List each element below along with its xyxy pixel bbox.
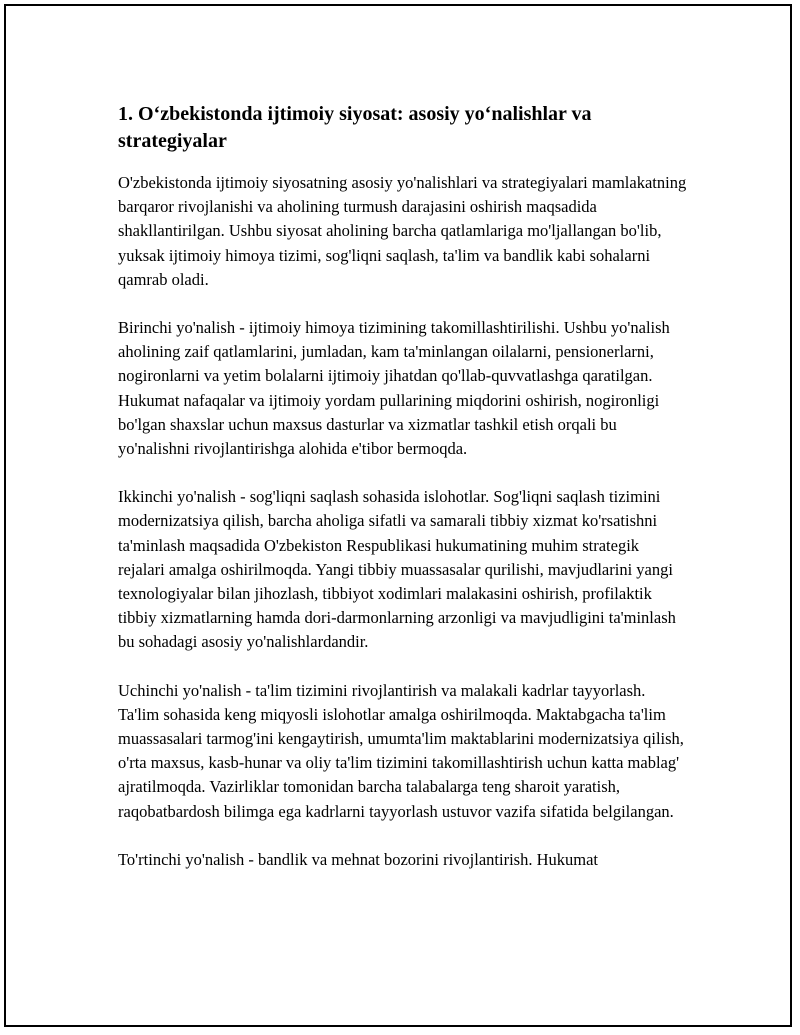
paragraph-social-protection: Birinchi yo'nalish - ijtimoiy himoya tizimining takomillashtirilishi. Ushbu yo'nalish aholining zaif qatlamlarini, jumladan, kam ta'minlangan oilalarni, pensionerlarni, nogironlarni va yetim bolalarni ijtimoiy jihatdan qo'llab-quvvatlashga qaratilgan. Hukumat nafaqalar va ijtimoiy yordam pullarining miqdorini oshirish, nogironligi bo'lgan shaxslar uchun maxsus dasturlar va xizmatlar tashkil etish orqali bu yo'nalishni rivojlantirishga alohida e'tibor bermoqda. (118, 318, 670, 459)
document-body (118, 101, 688, 896)
document-page (4, 4, 792, 1027)
section-heading: 1. O‘zbekistonda ijtimoiy siyosat: asosiy yo‘nalishlar va strategiyalar (118, 103, 592, 152)
paragraph-healthcare: Ikkinchi yo'nalish - sog'liqni saqlash sohasida islohotlar. Sog'liqni saqlash tizimini modernizatsiya qilish, barcha aholiga sifatli va samarali tibbiy xizmat ko'rsatishni ta'minlash maqsadida O'zbekiston Respublikasi hukumatining muhim strategik rejalari amalga oshirilmoqda. Yangi tibbiy muassasalar qurilishi, mavjudlarini yangi texnologiyalar bilan jihozlash, tibbiyot xodimlari malakasini oshirish, profilaktik tibbiy xizmatlarning hamda dori-darmonlarning arzonligi va mavjudligini ta'minlash bu sohadagi asosiy yo'nalishlardandir. (118, 487, 676, 652)
paragraph-employment: To'rtinchi yo'nalish - bandlik va mehnat bozorini rivojlantirish. Hukumat (118, 849, 598, 869)
paragraph-education: Uchinchi yo'nalish - ta'lim tizimini rivojlantirish va malakali kadrlar tayyorlash. Ta'lim sohasida keng miqyosli islohotlar amalga oshirilmoqda. Maktabgacha ta'lim muassasalari tarmog'ini kengaytirish, umumta'lim maktablarini modernizatsiya qilish, o'rta maxsus, kasb-hunar va oliy ta'lim tizimini takomillashtirish uchun katta mablag' ajratilmoqda. Vazirliklar tomonidan barcha talabalarga teng sharoit yaratish, raqobatbardosh bilimga ega kadrlarni tayyorlash ustuvor vazifa sifatida belgilangan. (118, 680, 684, 821)
paragraph-intro: O'zbekistonda ijtimoiy siyosatning asosiy yo'nalishlari va strategiyalari mamlakatning barqaror rivojlanishi va aholining turmush darajasini oshirish maqsadida shakllantirilgan. Ushbu siyosat aholining barcha qatlamlariga mo'ljallangan bo'lib, yuksak ijtimoiy himoya tizimi, sog'liqni saqlash, ta'lim va bandlik kabi sohalarni qamrab oladi. (118, 173, 687, 289)
